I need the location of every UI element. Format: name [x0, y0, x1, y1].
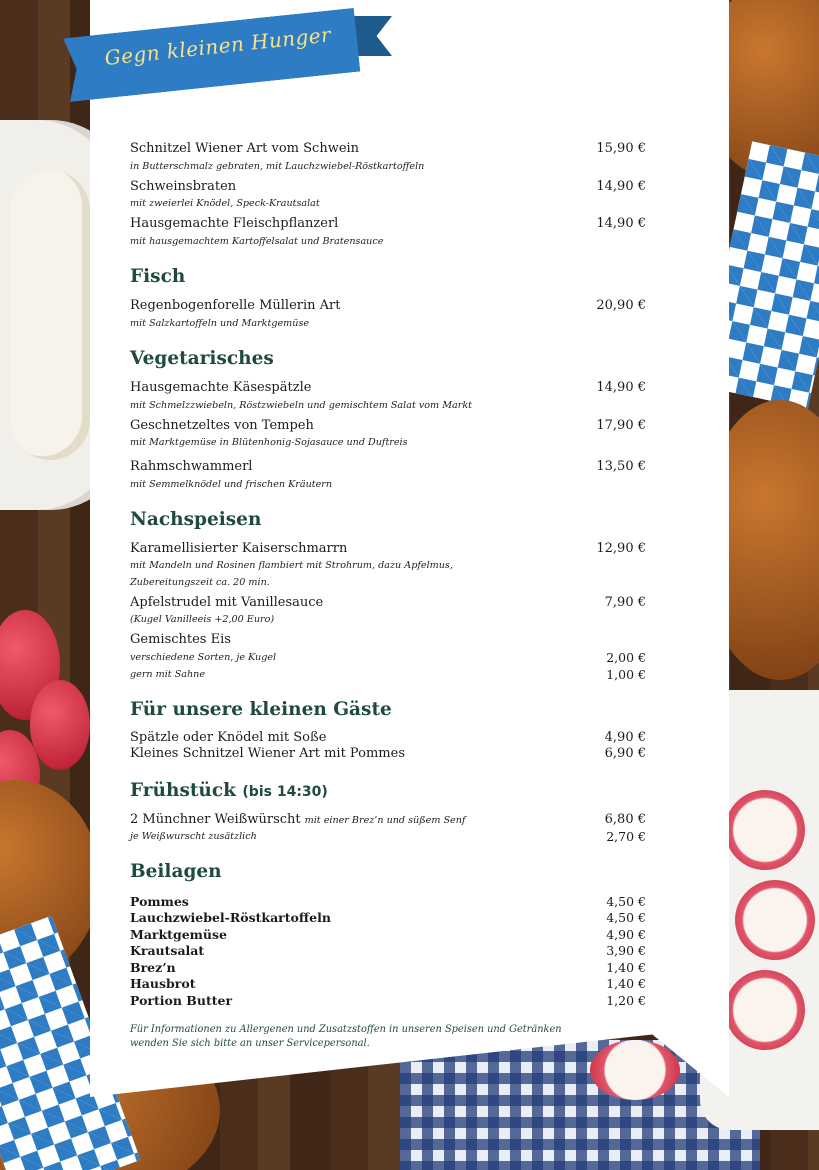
item-name: Schnitzel Wiener Art vom Schwein [130, 141, 360, 156]
item-price: 6,90 € [604, 746, 646, 761]
item-description: mit zweierlei Knödel, Speck-Krautsalat [130, 198, 320, 209]
item-price: 14,90 € [596, 179, 646, 194]
side-item [130, 927, 646, 943]
item-name: Spätzle oder Knödel mit Soße [130, 730, 327, 745]
item-name: Krautsalat [130, 943, 205, 958]
radish-slice-image [590, 1040, 680, 1100]
side-item [130, 960, 646, 976]
item-name: 2 Münchner Weißwürscht [130, 812, 301, 827]
item-name: Regenbogenforelle Müllerin Art [130, 298, 341, 313]
item-description: mit Marktgemüse in Blütenhonig-Sojasauce und Duftreis [130, 437, 408, 448]
side-item [130, 943, 646, 959]
item-price: 1,40 € [606, 976, 646, 991]
menu-item [130, 141, 646, 159]
item-price: 1,20 € [606, 993, 646, 1008]
item-description: mit einer Brez’n und süßem Senf [304, 815, 466, 826]
item-price: 4,90 € [604, 730, 646, 745]
item-description: Zubereitungszeit ca. 20 min. [130, 577, 270, 588]
radish-image [30, 680, 90, 770]
item-price: 4,50 € [606, 910, 646, 925]
radish-slice-image [735, 880, 815, 960]
item-name-wrap [130, 812, 465, 827]
section-heading-kinder: Für unsere kleinen Gäste [130, 699, 392, 720]
item-name: Hausgemachte Käsespätzle [130, 380, 312, 395]
menu-item [130, 595, 646, 613]
section-title: Frühstück [130, 780, 236, 801]
item-price: 4,90 € [606, 927, 646, 942]
item-name: Pommes [130, 894, 189, 909]
item-name: Apfelstrudel mit Vanillesauce [130, 595, 324, 610]
menu-item [130, 380, 646, 398]
allergen-note-line: Für Informationen zu Allergenen und Zusatzstoffen in unseren Speisen und Getränken [130, 1024, 562, 1035]
item-description: verschiedene Sorten, je Kugel [130, 652, 277, 663]
item-price: 7,90 € [604, 595, 646, 610]
menu-item [130, 812, 646, 830]
menu-item [130, 179, 646, 197]
item-name: Gemischtes Eis [130, 632, 231, 647]
item-name: Schweinsbraten [130, 179, 237, 194]
side-item [130, 910, 646, 926]
menu-item [130, 216, 646, 234]
menu-item [130, 418, 646, 436]
item-price: 20,90 € [596, 298, 646, 313]
radish-slice-image [725, 970, 805, 1050]
item-price: 15,90 € [596, 141, 646, 156]
item-price: 14,90 € [596, 380, 646, 395]
menu-subitem [130, 829, 646, 843]
menu-item [130, 632, 646, 650]
item-name: Portion Butter [130, 993, 233, 1008]
item-description: (Kugel Vanilleeis +2,00 Euro) [130, 614, 275, 625]
item-price: 4,50 € [606, 894, 646, 909]
item-name: Geschnetzeltes von Tempeh [130, 418, 314, 433]
section-heading-vegetarisch: Vegetarisches [130, 348, 274, 369]
menu-item [130, 541, 646, 559]
weisswurst-image [10, 170, 90, 460]
item-price: 3,90 € [606, 943, 646, 958]
allergen-note [130, 1023, 562, 1050]
item-name: Hausgemachte Fleischpflanzerl [130, 216, 339, 231]
menu-item [130, 459, 646, 477]
section-subtitle: (bis 14:30) [242, 784, 328, 800]
item-description: mit Semmelknödel und frischen Kräutern [130, 479, 333, 490]
section-heading-fruehstueck [130, 780, 328, 801]
item-description: mit hausgemachtem Kartoffelsalat und Bratensauce [130, 236, 384, 247]
item-name: Lauchzwiebel-Röstkartoffeln [130, 910, 331, 925]
item-name: Karamellisierter Kaiserschmarrn [130, 541, 348, 556]
item-description: in Butterschmalz gebraten, mit Lauchzwiebel-Röstkartoffeln [130, 161, 425, 172]
item-price: 2,00 € [606, 650, 646, 665]
item-price: 6,80 € [604, 812, 646, 827]
item-price: 17,90 € [596, 418, 646, 433]
menu-item [130, 746, 646, 764]
section-heading-fisch: Fisch [130, 266, 186, 287]
item-name: Kleines Schnitzel Wiener Art mit Pommes [130, 746, 405, 761]
item-name: Hausbrot [130, 976, 196, 991]
item-price: 1,00 € [606, 667, 646, 682]
item-description: mit Mandeln und Rosinen flambiert mit Strohrum, dazu Apfelmus, [130, 560, 453, 571]
radish-slice-image [725, 790, 805, 870]
banner-title: Gegn kleinen Hunger [103, 22, 333, 70]
menu-item [130, 298, 646, 316]
item-price: 14,90 € [596, 216, 646, 231]
item-name: Brez’n [130, 960, 176, 975]
section-heading-nachspeisen: Nachspeisen [130, 509, 262, 530]
side-item [130, 993, 646, 1009]
item-description: gern mit Sahne [130, 669, 206, 680]
item-price: 1,40 € [606, 960, 646, 975]
item-price: 13,50 € [596, 459, 646, 474]
item-price: 12,90 € [596, 541, 646, 556]
menu-subitem [130, 650, 646, 664]
item-price: 2,70 € [606, 829, 646, 844]
side-item [130, 976, 646, 992]
item-description: je Weißwurscht zusätzlich [130, 831, 257, 842]
side-item [130, 894, 646, 910]
item-description: mit Schmelzzwiebeln, Röstzwiebeln und gemischtem Salat vom Markt [130, 400, 472, 411]
menu-subitem [130, 667, 646, 681]
allergen-note-line: wenden Sie sich bitte an unser Servicepersonal. [130, 1037, 370, 1049]
item-name: Marktgemüse [130, 927, 227, 942]
section-heading-beilagen: Beilagen [130, 861, 222, 882]
item-description: mit Salzkartoffeln und Marktgemüse [130, 318, 310, 329]
item-name: Rahmschwammerl [130, 459, 253, 474]
